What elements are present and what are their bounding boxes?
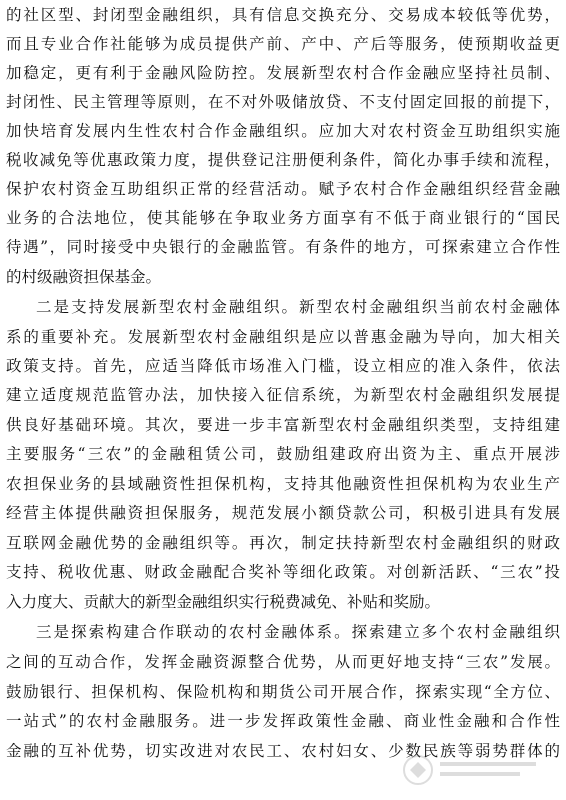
text-line: 一站式”的农村金融服务。进一步发挥政策性金融、商业性金融和合作性 (6, 712, 560, 730)
text-line: 互联网金融优势的金融组织等。再次，制定扶持新型农村金融组织的财政 (6, 534, 560, 552)
text-line: 支持、税收优惠、财政金融配合奖补等细化政策。对创新活跃、“三农”投 (6, 563, 560, 581)
text-line: 待遇”，同时接受中央银行的金融监管。有条件的地方，可探索建立合作性 (6, 238, 560, 256)
text-line: 之间的互动合作，发挥金融资源整合优势，从而更好地支持“三农”发展。 (6, 653, 560, 671)
paragraph-first-line: 二是支持发展新型农村金融组织。新型农村金融组织当前农村金融体 (36, 298, 560, 316)
text-line: 的村级融资担保基金。 (6, 268, 162, 286)
text-line: 建立适度规范监管办法，加快接入征信系统，为新型农村金融组织发展提 (6, 386, 560, 404)
text-line: 主要服务“三农”的金融租赁公司，鼓励组建政府出资为主、重点开展涉 (6, 445, 560, 463)
text-line: 政策支持。首先，应适当降低市场准入门槛，设立相应的准入条件，依法 (6, 357, 560, 375)
text-line: 业务的合法地位，使其能够在争取业务方面享有不低于商业银行的“国民 (6, 209, 560, 227)
text-line: 经营主体提供融资担保服务，规范发展小额贷款公司，积极引进具有发展 (6, 504, 560, 522)
paragraph-first-line: 三是探索构建合作联动的农村金融体系。探索建立多个农村金融组织 (36, 623, 560, 641)
text-line: 入力度大、贡献大的新型金融组织实行税费减免、补贴和奖励。 (6, 593, 441, 611)
text-line: 保护农村资金互助组织正常的经营活动。赋予农村合作金融组织经营金融 (6, 180, 560, 198)
text-line: 金融的互补优势，切实改进对农民工、农村妇女、少数民族等弱势群体的 (6, 742, 560, 760)
text-line: 供良好基础环境。其次，要进一步丰富新型农村金融组织类型，支持组建 (6, 416, 560, 434)
text-line: 封闭性、民主管理等原则，在不对外吸储放贷、不支付固定回报的前提下， (6, 93, 560, 111)
text-line: 税收减免等优惠政策力度，提供登记注册便利条件，简化办事手续和流程， (6, 151, 560, 169)
text-line: 加快培育发展内生性农村合作金融组织。应加大对农村资金互助组织实施 (6, 122, 560, 140)
text-line: 农担保业务的县域融资性担保机构，支持其他融资性担保机构为农业生产 (6, 475, 560, 493)
text-line: 而且专业合作社能够为成员提供产前、产中、产后等服务，使预期收益更 (6, 35, 560, 53)
watermark-logo (398, 750, 548, 790)
text-line: 加稳定，更有利于金融风险防控。发展新型农村合作金融应坚持社员制、 (6, 64, 560, 82)
text-line: 鼓励银行、担保机构、保险机构和期货公司开展合作，探索实现“全方位、 (6, 683, 560, 701)
text-line: 的社区型、封闭型金融组织，具有信息交换充分、交易成本较低等优势， (6, 6, 560, 24)
text-line: 系的重要补充。发展新型农村金融组织是应以普惠金融为导向，加大相关 (6, 328, 560, 346)
